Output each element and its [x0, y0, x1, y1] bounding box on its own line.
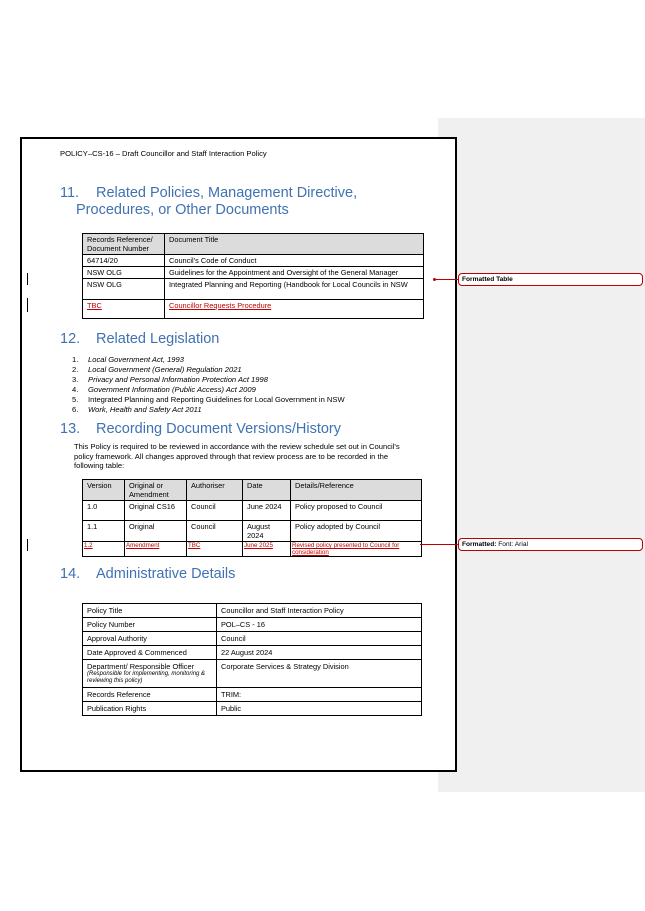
table-cell: TRIM:	[217, 688, 422, 702]
table-cell: Original CS16	[125, 501, 187, 521]
section-12-title: Related Legislation	[96, 331, 220, 347]
table-cell: Corporate Services & Strategy Division	[217, 660, 422, 688]
change-bar	[27, 298, 28, 312]
list-number: 2.	[72, 365, 79, 374]
table-cell: POL–CS - 16	[217, 618, 422, 632]
section-13-heading	[60, 421, 341, 438]
table-cell: 22 August 2024	[217, 646, 422, 660]
table-row	[83, 604, 422, 618]
table-cell: Publication Rights	[83, 702, 217, 716]
section-14-title: Administrative Details	[96, 566, 236, 582]
document-page	[20, 137, 457, 772]
section-12-heading	[60, 331, 219, 348]
table-cell: Policy proposed to Council	[291, 501, 422, 521]
balloon-label: Formatted Table	[462, 276, 513, 283]
table-cell: 1.0	[83, 501, 125, 521]
table-cell: Council’s Code of Conduct	[165, 255, 424, 267]
list-item	[72, 365, 345, 375]
section-11-title-line2: Procedures, or Other Documents	[76, 202, 289, 218]
table-cell: Council	[187, 501, 243, 521]
table-cell: Records Reference	[83, 688, 217, 702]
table-cell: NSW OLG	[83, 267, 165, 279]
section-11-number: 11.	[60, 185, 80, 201]
table-row	[83, 702, 422, 716]
table-header-row	[83, 480, 422, 501]
inserted-text: Amendment	[126, 542, 160, 549]
table-row	[83, 688, 422, 702]
list-text: Privacy and Personal Information Protection Act 1998	[88, 375, 268, 384]
table-row	[83, 255, 424, 267]
table-cell: Integrated Planning and Reporting (Handbook for Local Councils in NSW	[165, 279, 424, 300]
page-header: POLICY–CS-16 – Draft Councillor and Staff Interaction Policy	[60, 149, 267, 158]
section-14-number: 14.	[60, 566, 81, 582]
table-row	[83, 618, 422, 632]
column-header: Document Title	[165, 234, 424, 255]
list-text: Work, Health and Safety Act 2011	[88, 405, 202, 414]
formatted-table-balloon[interactable]	[458, 273, 643, 286]
table-cell: Council	[187, 521, 243, 542]
balloon-connector	[420, 544, 458, 545]
column-header: Date	[243, 480, 291, 501]
list-text: Local Government Act, 1993	[88, 355, 184, 364]
column-header: Version	[83, 480, 125, 501]
table-cell	[83, 542, 125, 557]
table-row	[83, 646, 422, 660]
table-cell	[83, 300, 165, 319]
section-13-title: Recording Document Versions/History	[96, 421, 341, 437]
table-cell: Policy Number	[83, 618, 217, 632]
list-text: Local Government (General) Regulation 2021	[88, 365, 242, 374]
column-header: Records Reference/ Document Number	[83, 234, 165, 255]
column-header: Details/Reference	[291, 480, 422, 501]
table-cell	[125, 542, 187, 557]
inserted-text: Councillor Requests Procedure	[169, 301, 272, 310]
inserted-text: TBC	[87, 301, 102, 310]
inserted-table-row	[83, 542, 422, 557]
inserted-text: Revised policy presented to Council for consideration	[292, 542, 400, 556]
list-item	[72, 405, 345, 415]
table-cell: 1.1	[83, 521, 125, 542]
list-number: 4.	[72, 385, 79, 394]
section-14-heading	[60, 566, 235, 583]
list-number: 5.	[72, 395, 79, 404]
list-number: 3.	[72, 375, 79, 384]
cell-label: Department/ Responsible Officer	[87, 662, 195, 671]
table-row	[83, 501, 422, 521]
table-cell: June 2024	[243, 501, 291, 521]
markup-pane	[438, 118, 645, 792]
table-cell: NSW OLG	[83, 279, 165, 300]
table-row	[83, 279, 424, 300]
change-bar	[27, 273, 28, 285]
table-cell	[291, 542, 422, 557]
inserted-text: June 2025	[244, 542, 273, 549]
list-text: Government Information (Public Access) Act 2009	[88, 385, 256, 394]
table-cell: Date Approved & Commenced	[83, 646, 217, 660]
table-cell: Councillor and Staff Interaction Policy	[217, 604, 422, 618]
inserted-text: 1.2	[84, 542, 93, 549]
list-item	[72, 355, 345, 365]
table-cell	[187, 542, 243, 557]
section-12-number: 12.	[60, 331, 81, 347]
inserted-table-row	[83, 300, 424, 319]
history-intro: This Policy is required to be reviewed in accordance with the review schedule set out in Council's policy framework. All changes approved through that review process are to be recorded in the following table:	[74, 442, 400, 470]
table-header-row	[83, 234, 424, 255]
table-cell: Approval Authority	[83, 632, 217, 646]
table-row	[83, 632, 422, 646]
version-history-table	[82, 479, 422, 557]
inserted-text: TBC	[188, 542, 201, 549]
column-header: Authoriser	[187, 480, 243, 501]
balloon-detail: Font: Arial	[498, 541, 528, 548]
legislation-list	[72, 355, 345, 415]
column-header: Original or Amendment	[125, 480, 187, 501]
table-cell: Public	[217, 702, 422, 716]
table-cell: Original	[125, 521, 187, 542]
list-number: 6.	[72, 405, 79, 414]
table-row	[83, 267, 424, 279]
section-11-heading	[60, 185, 357, 219]
list-number: 1.	[72, 355, 79, 364]
table-cell: Policy adopted by Council	[291, 521, 422, 542]
table-cell	[83, 660, 217, 688]
section-11-title-line1: Related Policies, Management Directive,	[96, 185, 358, 201]
related-documents-table	[82, 233, 424, 319]
change-bar	[27, 539, 28, 551]
table-cell	[243, 542, 291, 557]
formatted-font-balloon[interactable]	[458, 538, 643, 551]
table-cell: August 2024	[243, 521, 291, 542]
balloon-connector	[436, 279, 458, 280]
table-cell: Council	[217, 632, 422, 646]
administrative-details-table	[82, 603, 422, 716]
list-item	[72, 395, 345, 405]
table-row	[83, 660, 422, 688]
balloon-label: Formatted:	[462, 541, 497, 548]
list-item	[72, 375, 345, 385]
section-13-number: 13.	[60, 421, 81, 437]
table-cell	[165, 300, 424, 319]
table-cell: Guidelines for the Appointment and Oversight of the General Manager	[165, 267, 424, 279]
list-item	[72, 385, 345, 395]
list-text: Integrated Planning and Reporting Guidelines for Local Government in NSW	[88, 395, 345, 404]
cell-sublabel: (Responsible for implementing, monitoring & reviewing this policy)	[87, 671, 206, 684]
table-cell: Policy Title	[83, 604, 217, 618]
table-row	[83, 521, 422, 542]
table-cell: 64714/20	[83, 255, 165, 267]
